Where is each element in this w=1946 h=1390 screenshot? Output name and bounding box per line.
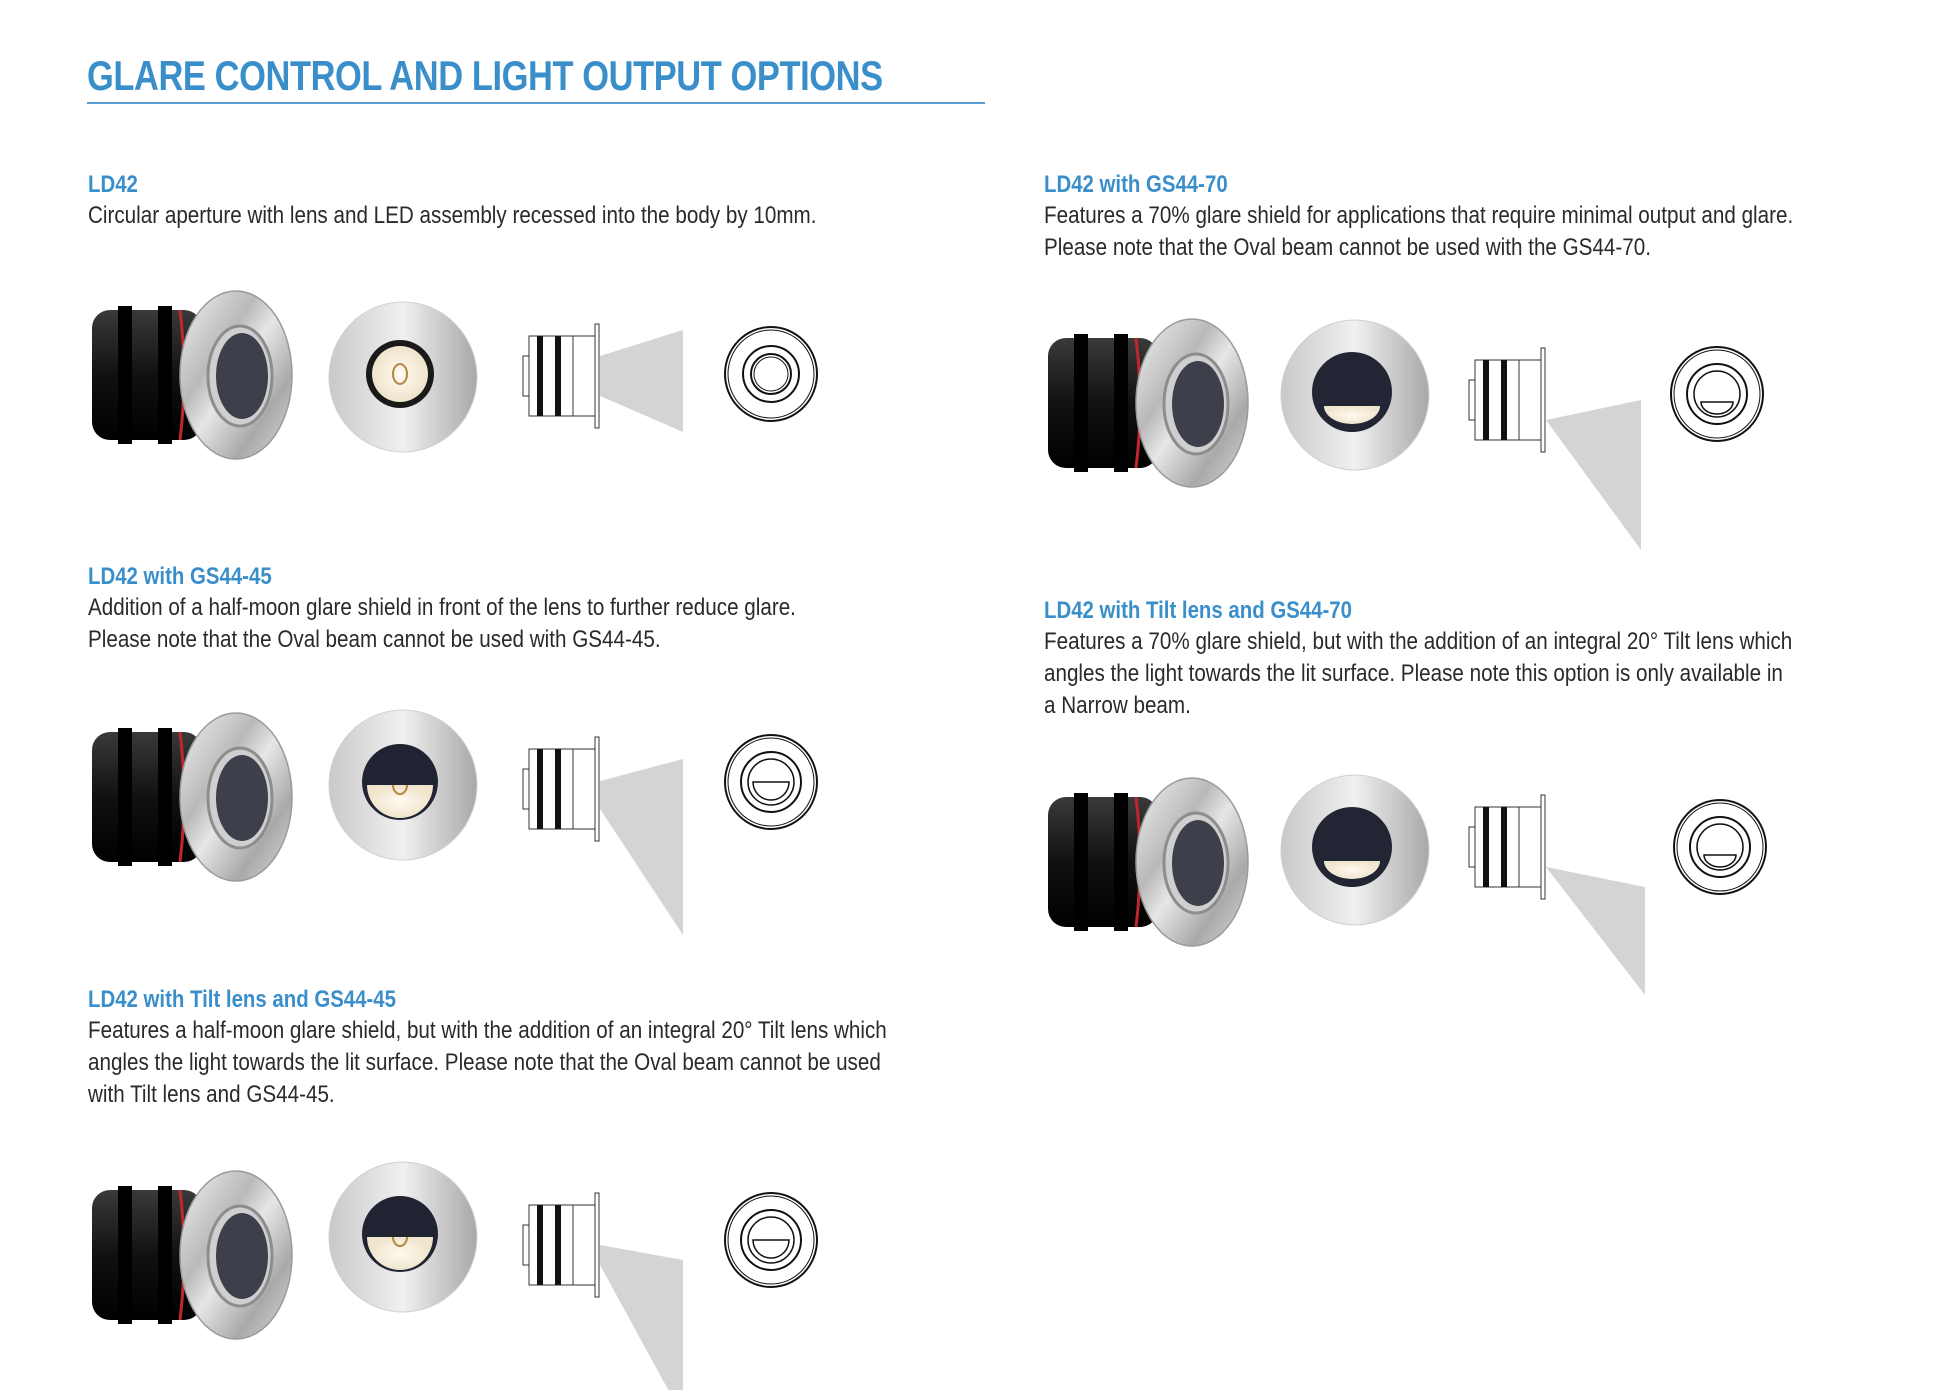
- section-heading: LD42 with Tilt lens and GS44-45: [88, 986, 396, 1013]
- line-drawing-half-moon: [725, 735, 817, 829]
- line-drawing-half-moon: [725, 1193, 817, 1287]
- image-row-ld42-gs44-70: [1044, 298, 1804, 538]
- product-photo: [92, 291, 292, 459]
- section-description: [1044, 626, 1904, 722]
- description-line: Features a 70% glare shield for applications that require minimal output and glare.: [1044, 202, 1794, 229]
- section-description: [88, 592, 948, 656]
- description-line: Please note that the Oval beam cannot be used with GS44-45.: [88, 626, 661, 653]
- section-ld42-gs44-70: [1044, 170, 1904, 264]
- section-ld42-tilt-gs44-45: [88, 985, 948, 1111]
- description-line: with Tilt lens and GS44-45.: [88, 1081, 335, 1108]
- description-line: Please note that the Oval beam cannot be used with the GS44-70.: [1044, 234, 1651, 261]
- page-title: GLARE CONTROL AND LIGHT OUTPUT OPTIONS: [87, 52, 883, 99]
- section-description: [1044, 200, 1904, 264]
- image-row-ld42: [88, 270, 848, 510]
- section-description: [88, 1015, 948, 1111]
- section-ld42-gs44-45: [88, 562, 948, 656]
- side-diagram: [1469, 795, 1645, 995]
- section-heading: LD42: [88, 171, 138, 198]
- section-description: [88, 200, 948, 232]
- product-photo: [92, 713, 292, 881]
- description-line: Features a 70% glare shield, but with the addition of an integral 20° Tilt lens which: [1044, 628, 1793, 655]
- line-drawing-70-shield: [1671, 347, 1763, 441]
- product-photo: [92, 1171, 292, 1339]
- image-row-ld42-tilt-gs44-45: [88, 1150, 848, 1390]
- section-heading: LD42 with Tilt lens and GS44-70: [1044, 597, 1352, 624]
- front-view-70-shield: [1281, 320, 1429, 470]
- side-diagram: [1469, 348, 1641, 550]
- section-heading: LD42 with GS44-70: [1044, 171, 1228, 198]
- front-view-half-moon-shield: [329, 1162, 477, 1312]
- line-drawing-front: [725, 327, 817, 421]
- front-view-half-moon-shield: [329, 710, 477, 860]
- product-photo: [1048, 319, 1248, 487]
- description-line: Features a half-moon glare shield, but with the addition of an integral 20° Tilt lens which: [88, 1017, 887, 1044]
- line-drawing-70-shield: [1674, 800, 1766, 894]
- side-diagram: [523, 737, 683, 935]
- title-underline: [87, 102, 985, 104]
- description-line: angles the light towards the lit surface. Please note that the Oval beam cannot be used: [88, 1049, 881, 1076]
- image-row-ld42-tilt-gs44-70: [1044, 757, 1804, 997]
- front-view-full-lens: [329, 302, 477, 452]
- image-row-ld42-gs44-45: [88, 692, 848, 932]
- description-line: Circular aperture with lens and LED assembly recessed into the body by 10mm.: [88, 202, 817, 229]
- section-heading: LD42 with GS44-45: [88, 563, 272, 590]
- description-line: a Narrow beam.: [1044, 692, 1191, 719]
- product-photo: [1048, 778, 1248, 946]
- section-ld42-tilt-gs44-70: [1044, 596, 1904, 722]
- side-diagram: [523, 1193, 683, 1390]
- description-line: Addition of a half-moon glare shield in front of the lens to further reduce glare.: [88, 594, 796, 621]
- section-ld42: [88, 170, 948, 232]
- description-line: angles the light towards the lit surface. Please note this option is only available in: [1044, 660, 1783, 687]
- front-view-70-shield: [1281, 775, 1429, 925]
